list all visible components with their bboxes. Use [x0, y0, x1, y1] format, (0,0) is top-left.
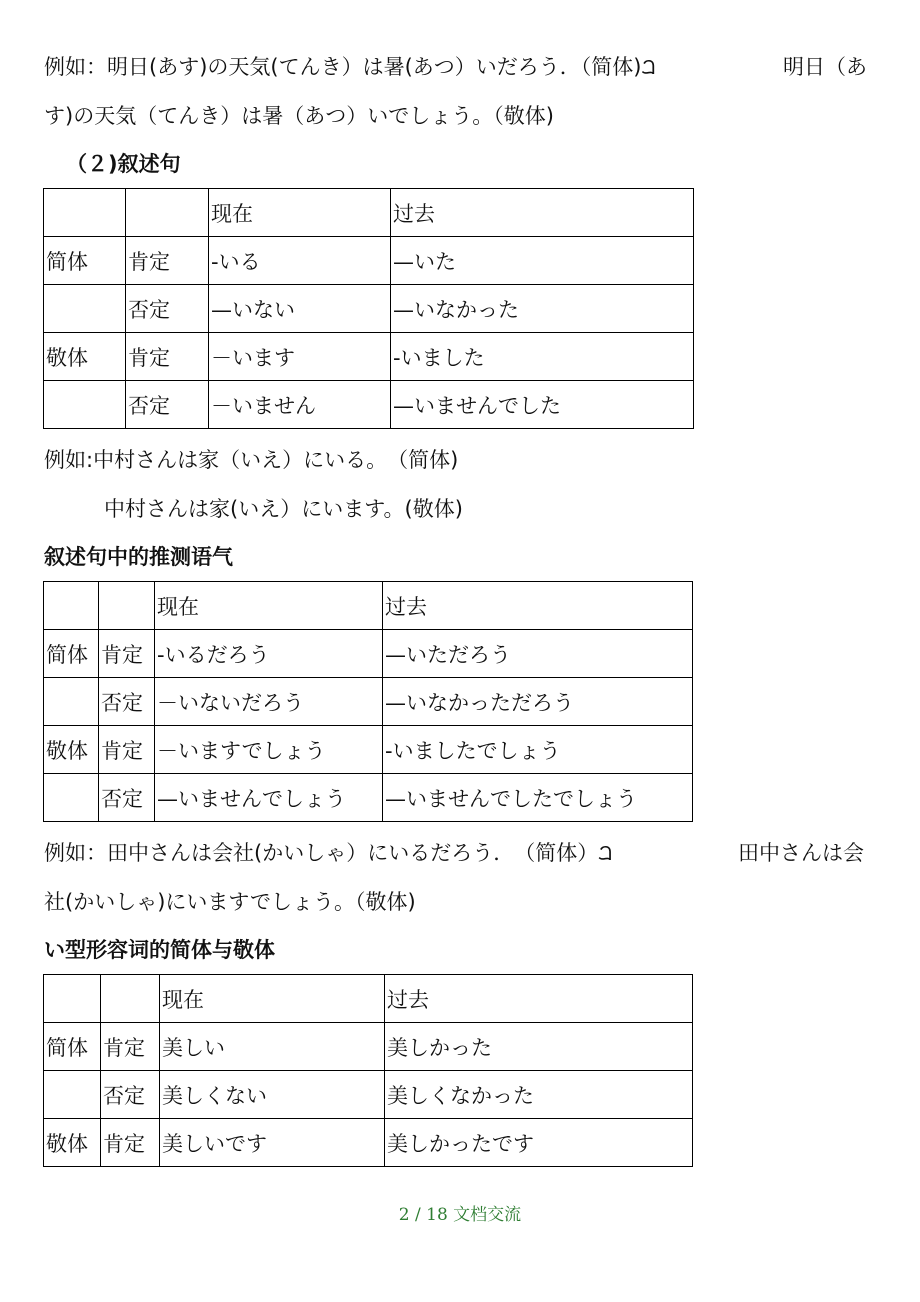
table-row	[44, 285, 694, 333]
table-header-cell: 过去	[383, 582, 693, 630]
table-cell: －いません	[209, 381, 391, 429]
table-cell: 简体	[44, 237, 126, 285]
table-row	[44, 774, 693, 822]
table-cell: 肯定	[99, 630, 155, 678]
table-cell	[44, 774, 99, 822]
table-cell: 美しかった	[385, 1023, 693, 1071]
section-heading-narrative: （２)叙述句	[66, 152, 181, 176]
table-cell: 否定	[126, 285, 209, 333]
table-cell: 简体	[44, 1023, 101, 1071]
section-heading-conjecture: 叙述句中的推测语气	[44, 545, 233, 569]
example-paragraph-3-line-1: 例如：田中さんは会社(かいしゃ）にいるだろう． （简体）ꫠ	[44, 841, 613, 865]
table-header-cell: 过去	[385, 975, 693, 1023]
example-1-text-2: す)の天気（てんき）は暑（あつ）いでしょう。（敬体)	[44, 104, 554, 128]
table-cell	[44, 381, 126, 429]
example-paragraph-2-line-2: 中村さんは家(いえ）にいます。(敬体)	[104, 497, 463, 521]
example-paragraph-3-line-1-tail: 田中さんは会	[738, 841, 864, 865]
table-header-cell	[44, 582, 99, 630]
table-cell: 美しい	[160, 1023, 385, 1071]
table-cell: 肯定	[126, 333, 209, 381]
example-1-text-tail: 明日（あ	[783, 55, 867, 79]
table-cell: -いましたでしょう	[383, 726, 693, 774]
section-heading-i-adjective: い型形容词的简体与敬体	[44, 938, 275, 962]
table-header-cell	[44, 975, 101, 1023]
table-row	[44, 381, 694, 429]
narrative-table	[43, 188, 694, 429]
table-cell: -いるだろう	[155, 630, 383, 678]
example-paragraph-3-line-2: 社(かいしゃ)にいますでしょう。（敬体)	[44, 890, 416, 914]
table-cell	[44, 285, 126, 333]
table-row	[44, 630, 693, 678]
table-header-cell: 现在	[209, 189, 391, 237]
table-cell: －います	[209, 333, 391, 381]
table-cell: 简体	[44, 630, 99, 678]
table-cell: 敬体	[44, 333, 126, 381]
table-cell: —いなかっただろう	[383, 678, 693, 726]
table-cell: —いませんでしょう	[155, 774, 383, 822]
table-cell: 肯定	[126, 237, 209, 285]
table-cell: 否定	[99, 774, 155, 822]
example-paragraph-1-line-1	[44, 52, 656, 82]
table-cell: 肯定	[101, 1023, 160, 1071]
conjecture-table	[43, 581, 693, 822]
table-row	[44, 1119, 693, 1167]
example-1-text: 例如：明日(あす)の天気(てんき）は暑(あつ）いだろう．（简体)ꫠ	[44, 55, 656, 79]
table-cell: 美しいです	[160, 1119, 385, 1167]
table-row	[44, 237, 694, 285]
i-adjective-table	[43, 974, 693, 1167]
conjecture-table-header-row	[44, 582, 693, 630]
table-row	[44, 678, 693, 726]
table-cell: 肯定	[99, 726, 155, 774]
table-header-cell	[99, 582, 155, 630]
table-cell: -いました	[391, 333, 694, 381]
i-adjective-table-header-row	[44, 975, 693, 1023]
table-cell: －いますでしょう	[155, 726, 383, 774]
table-header-cell: 过去	[391, 189, 694, 237]
table-cell: —いなかった	[391, 285, 694, 333]
example-paragraph-2-line-1: 例如:中村さんは家（いえ）にいる。 （简体)	[44, 448, 459, 472]
table-cell: —いない	[209, 285, 391, 333]
example-paragraph-1-line-1-tail	[783, 52, 867, 82]
table-cell: 美しくなかった	[385, 1071, 693, 1119]
table-row	[44, 726, 693, 774]
table-cell: －いないだろう	[155, 678, 383, 726]
table-cell: -いる	[209, 237, 391, 285]
table-cell: 美しかったです	[385, 1119, 693, 1167]
table-cell	[44, 678, 99, 726]
table-row	[44, 1023, 693, 1071]
table-cell: 否定	[101, 1071, 160, 1119]
table-cell: —いた	[391, 237, 694, 285]
table-header-cell	[101, 975, 160, 1023]
table-cell: 美しくない	[160, 1071, 385, 1119]
table-cell: 敬体	[44, 726, 99, 774]
table-cell	[44, 1071, 101, 1119]
table-cell: —いませんでしたでしょう	[383, 774, 693, 822]
table-cell: 肯定	[101, 1119, 160, 1167]
table-header-cell	[126, 189, 209, 237]
narrative-table-header-row	[44, 189, 694, 237]
table-cell: 否定	[126, 381, 209, 429]
table-cell: 否定	[99, 678, 155, 726]
table-cell: —いただろう	[383, 630, 693, 678]
table-header-cell	[44, 189, 126, 237]
table-row	[44, 333, 694, 381]
example-paragraph-1-line-2	[44, 101, 554, 131]
page-footer: 2 / 18 文档交流	[398, 1205, 522, 1225]
table-cell: 敬体	[44, 1119, 101, 1167]
table-header-cell: 现在	[155, 582, 383, 630]
table-header-cell: 现在	[160, 975, 385, 1023]
table-row	[44, 1071, 693, 1119]
table-cell: —いませんでした	[391, 381, 694, 429]
